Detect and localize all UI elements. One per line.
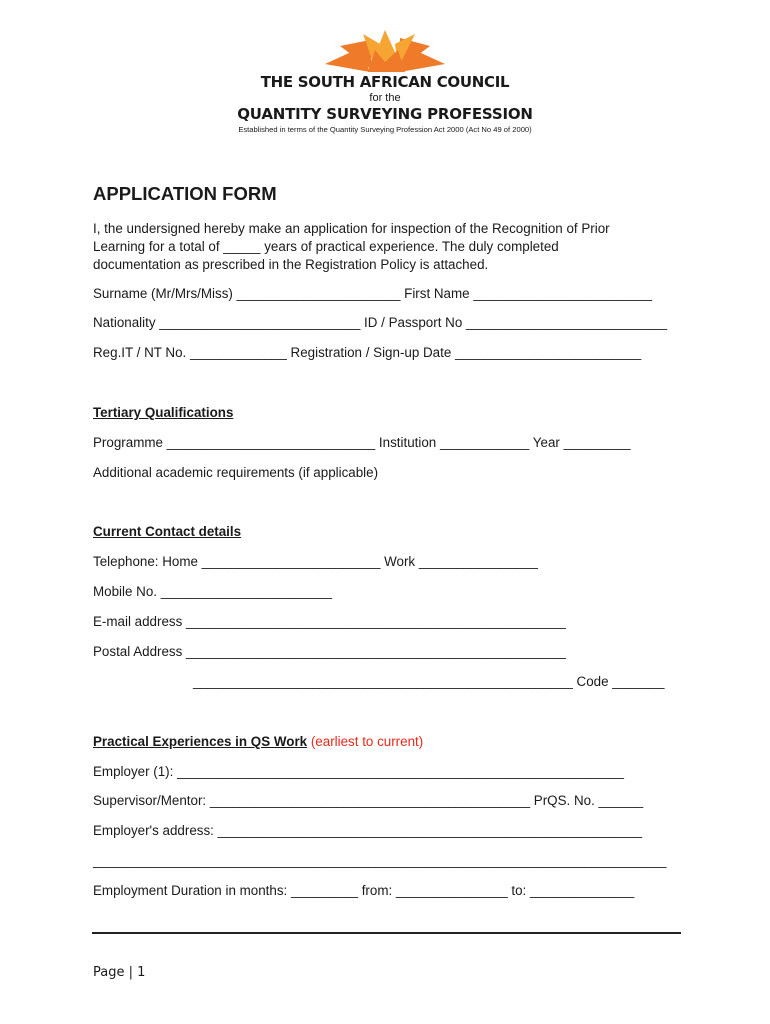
nationality-id-fields[interactable]: Nationality ___________________________ ID / Passport No ___________________________ (93, 315, 668, 330)
logo-line-1: THE SOUTH AFRICAN COUNCIL (260, 73, 510, 91)
contact-heading: Current Contact details (93, 524, 242, 539)
starburst-icon (220, 20, 550, 74)
employer-address-line-2[interactable]: _____________________________________________________________________________ (93, 853, 667, 868)
duration-fields[interactable]: Employment Duration in months: _________ from: _______________ to: ______________ (93, 883, 635, 898)
mobile-field[interactable]: Mobile No. _______________________ (93, 584, 333, 599)
form-title: APPLICATION FORM (93, 183, 277, 204)
surname-firstname-fields[interactable]: Surname (Mr/Mrs/Miss) ______________________ First Name ________________________ (93, 286, 653, 301)
experience-note: (earliest to current) (310, 734, 424, 749)
intro-line: documentation as prescribed in the Registration Policy is attached. (93, 257, 489, 272)
postal-address-field[interactable]: Postal Address ___________________________________________________ (93, 644, 566, 659)
tertiary-heading: Tertiary Qualifications (93, 405, 234, 420)
page-number: Page | 1 (93, 965, 146, 980)
reg-date-fields[interactable]: Reg.IT / NT No. _____________ Registration / Sign-up Date _________________________ (93, 345, 642, 360)
employer-address-field[interactable]: Employer's address: _________________________________________________________ (93, 823, 643, 838)
additional-requirements-label: Additional academic requirements (if applicable) (93, 465, 379, 480)
logo-line-3: QUANTITY SURVEYING PROFESSION (237, 105, 533, 123)
programme-fields[interactable]: Programme ____________________________ Institution ____________ Year _________ (93, 435, 631, 450)
intro-line: I, the undersigned hereby make an application for inspection of the Recognition of Prior (93, 221, 610, 236)
employer-field[interactable]: Employer (1): ____________________________________________________________ (93, 764, 624, 779)
experience-heading-row (93, 734, 423, 750)
footer-divider (92, 932, 681, 934)
intro-line[interactable]: Learning for a total of _____ years of practical experience. The duly completed (93, 239, 559, 254)
supervisor-fields[interactable]: Supervisor/Mentor: ___________________________________________ PrQS. No. ______ (93, 793, 644, 808)
email-field[interactable]: E-mail address ___________________________________________________ (93, 614, 566, 629)
telephone-fields[interactable]: Telephone: Home ________________________ Work ________________ (93, 554, 539, 569)
experience-heading: Practical Experiences in QS Work (93, 734, 308, 749)
logo-line-2: for the (369, 92, 401, 104)
logo-tagline: Established in terms of the Quantity Surveying Profession Act 2000 (Act No 49 of 2000) (238, 125, 532, 134)
postal-code-field[interactable]: ___________________________________________________ Code _______ (193, 674, 665, 689)
council-logo (220, 20, 550, 142)
